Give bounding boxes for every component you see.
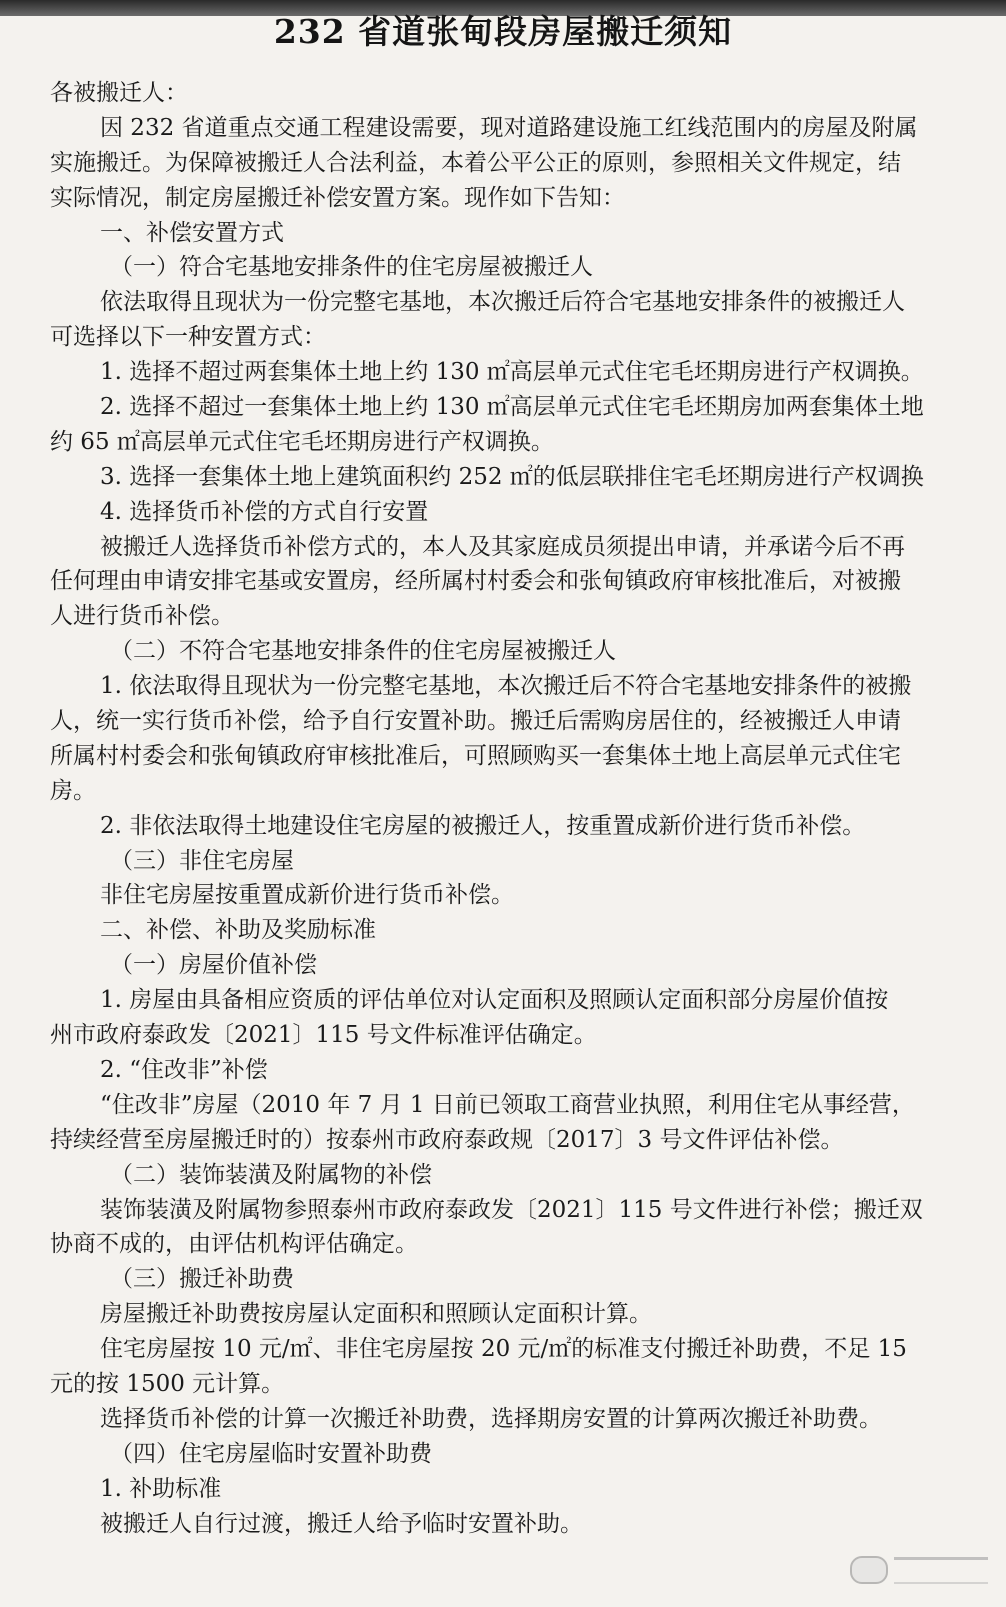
paragraph-line: 实施搬迁。为保障被搬迁人合法利益，本着公平公正的原则，参照相关文件规定，结 bbox=[50, 149, 901, 176]
section-heading: 一、补偿安置方式 bbox=[100, 219, 284, 246]
subsection-heading: （三）搬迁补助费 bbox=[110, 1266, 294, 1293]
list-item: 2. “住改非”补偿 bbox=[100, 1056, 268, 1083]
document-title: 232 省道张甸段房屋搬迁须知 bbox=[273, 12, 733, 51]
list-item: 1. 选择不超过两套集体土地上约 130 ㎡高层单元式住宅毛坯期房进行产权调换。 bbox=[100, 359, 924, 386]
list-item: 1. 补助标准 bbox=[100, 1475, 222, 1502]
paragraph-line: 被搬迁人选择货币补偿方式的，本人及其家庭成员须提出申请，并承诺今后不再 bbox=[100, 533, 905, 560]
paragraph-line: 约 65 ㎡高层单元式住宅毛坯期房进行产权调换。 bbox=[50, 428, 554, 455]
paragraph-line: 任何理由申请安排宅基或安置房，经所属村村委会和张甸镇政府审核批准后，对被搬 bbox=[50, 568, 901, 595]
list-item: 4. 选择货币补偿的方式自行安置 bbox=[100, 498, 429, 525]
paragraph-line: 依法取得且现状为一份完整宅基地，本次搬迁后符合宅基地安排条件的被搬迁人 bbox=[100, 289, 905, 316]
list-item: 1. 依法取得且现状为一份完整宅基地，本次搬迁后不符合宅基地安排条件的被搬 bbox=[100, 673, 912, 700]
subsection-heading: （二）装饰装潢及附属物的补偿 bbox=[110, 1161, 432, 1188]
paragraph-line: 实际情况，制定房屋搬迁补偿安置方案。现作如下告知： bbox=[50, 184, 625, 211]
paragraph-line: “住改非”房屋（2010 年 7 月 1 日前已领取工商营业执照，利用住宅从事经营， bbox=[100, 1091, 915, 1118]
site-watermark-icon bbox=[850, 1555, 988, 1585]
document-body bbox=[0, 76, 1006, 1541]
section-heading: 二、补偿、补助及奖励标准 bbox=[100, 917, 376, 944]
paragraph-line: 房屋搬迁补助费按房屋认定面积和照顾认定面积计算。 bbox=[100, 1301, 652, 1328]
list-item: 3. 选择一套集体土地上建筑面积约 252 ㎡的低层联排住宅毛坯期房进行产权调换 bbox=[100, 463, 924, 490]
paragraph-line: 被搬迁人自行过渡，搬迁人给予临时安置补助。 bbox=[100, 1510, 583, 1537]
paragraph-line: 所属村村委会和张甸镇政府审核批准后，可照顾购买一套集体土地上高层单元式住宅 bbox=[50, 742, 901, 769]
subsection-heading: （三）非住宅房屋 bbox=[110, 847, 294, 874]
list-item: 2. 选择不超过一套集体土地上约 130 ㎡高层单元式住宅毛坯期房加两套集体土地 bbox=[100, 394, 924, 421]
paragraph-line: 协商不成的，由评估机构评估确定。 bbox=[50, 1231, 418, 1258]
paragraph-line: 住宅房屋按 10 元/㎡、非住宅房屋按 20 元/㎡的标准支付搬迁补助费，不足 15 bbox=[100, 1336, 907, 1363]
paragraph-line: 元的按 1500 元计算。 bbox=[50, 1370, 285, 1397]
subsection-heading: （四）住宅房屋临时安置补助费 bbox=[110, 1440, 432, 1467]
salutation: 各被搬迁人： bbox=[50, 80, 188, 106]
watermark-text-mark bbox=[894, 1557, 988, 1584]
subsection-heading: （一）房屋价值补偿 bbox=[110, 952, 317, 979]
watermark-badge-icon bbox=[850, 1556, 888, 1584]
list-item: 1. 房屋由具备相应资质的评估单位对认定面积及照顾认定面积部分房屋价值按 bbox=[100, 987, 889, 1014]
paragraph-line: 因 232 省道重点交通工程建设需要，现对道路建设施工红线范围内的房屋及附属 bbox=[100, 114, 918, 141]
list-item: 2. 非依法取得土地建设住宅房屋的被搬迁人，按重置成新价进行货币补偿。 bbox=[100, 812, 866, 839]
subsection-heading: （一）符合宅基地安排条件的住宅房屋被搬迁人 bbox=[110, 254, 593, 281]
paragraph-line: 选择货币补偿的计算一次搬迁补助费，选择期房安置的计算两次搬迁补助费。 bbox=[100, 1405, 882, 1432]
paragraph-line: 州市政府泰政发〔2021〕115 号文件标准评估确定。 bbox=[50, 1022, 597, 1049]
paragraph-line: 可选择以下一种安置方式： bbox=[50, 324, 326, 351]
paragraph-line: 持续经营至房屋搬迁时的）按泰州市政府泰政规〔2017〕3 号文件评估补偿。 bbox=[50, 1126, 844, 1153]
paragraph-line: 人，统一实行货币补偿，给予自行安置补助。搬迁后需购房居住的，经被搬迁人申请 bbox=[50, 708, 901, 735]
subsection-heading: （二）不符合宅基地安排条件的住宅房屋被搬迁人 bbox=[110, 638, 616, 665]
paragraph-line: 房。 bbox=[50, 777, 96, 804]
paragraph-line: 装饰装潢及附属物参照泰州市政府泰政发〔2021〕115 号文件进行补偿；搬迁双 bbox=[100, 1196, 923, 1223]
paragraph-line: 非住宅房屋按重置成新价进行货币补偿。 bbox=[100, 882, 514, 909]
paragraph-line: 人进行货币补偿。 bbox=[50, 603, 234, 630]
